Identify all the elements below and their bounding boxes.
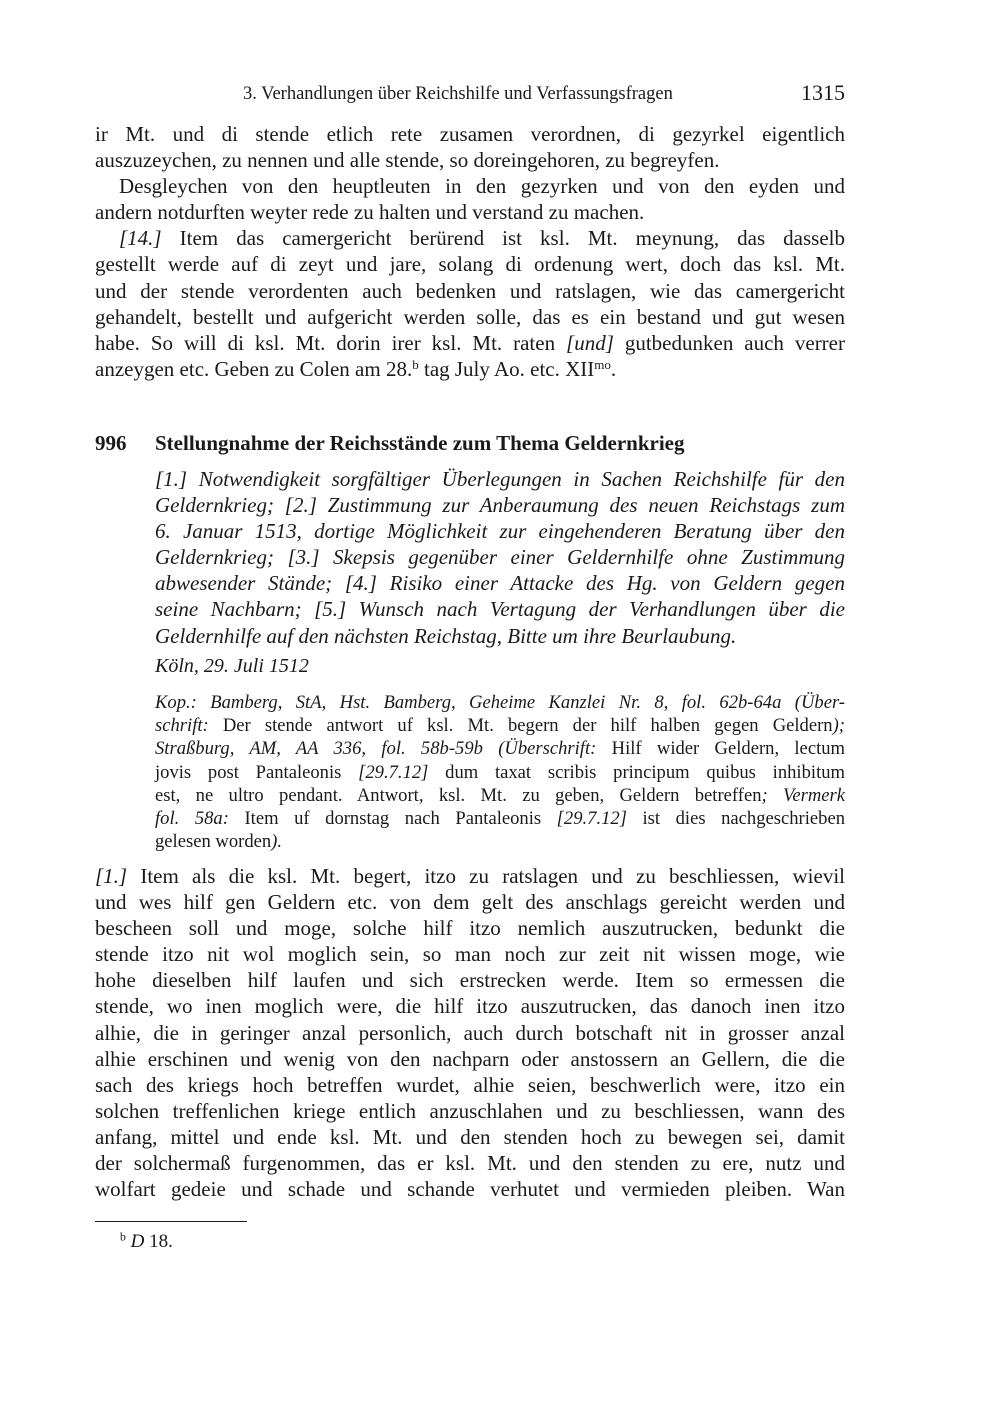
text-segment: gelesen worden xyxy=(155,831,272,853)
text-segment: gutbedunken auch verrer xyxy=(613,330,845,355)
text-segment: ); xyxy=(832,715,845,737)
text-line xyxy=(155,807,845,830)
text-line xyxy=(155,623,845,649)
text-segment: [1.] Notwendigkeit sorgfältiger Überlegungen in Sachen Reichshilfe für den xyxy=(155,467,845,491)
text-segment: [1.] xyxy=(95,864,128,888)
document-title: Stellungnahme der Reichsstände zum Thema Geldernkrieg xyxy=(155,431,685,455)
text-line xyxy=(95,863,845,889)
text-line xyxy=(95,1176,845,1202)
text-segment: sach des kriegs hoch betreffen wurdet, alhie seien, beschwerlich were, itzo ein xyxy=(95,1072,845,1097)
text-segment: stende itzo nit wol moglich sein, so man noch zur zeit nit wissen moge, wie xyxy=(95,942,845,967)
date-place: Köln, 29. Juli 1512 xyxy=(155,655,309,677)
text-segment: seine Nachbarn; [5.] Wunsch nach Vertagung der Verhandlungen über die xyxy=(155,597,845,622)
text-line xyxy=(95,889,845,915)
text-segment: fol. 58a: xyxy=(155,808,229,830)
text-segment: schrift: xyxy=(155,715,209,737)
text-line xyxy=(95,915,845,941)
footnote-divider xyxy=(95,1221,247,1222)
text-segment: anzeygen etc. Geben zu Colen am 28. xyxy=(95,356,413,381)
text-segment: auszuzeychen, zu nennen und alle stende, so doreingehoren, zu begreyfen. xyxy=(95,148,720,173)
text-segment: stende, wo inen moglich were, die hilf itzo auszutrucken, das danoch inen itzo xyxy=(95,994,845,1019)
text-segment: Der stende antwort uf ksl. Mt. begern der hilf halben gegen Geldern xyxy=(208,715,833,737)
text-line xyxy=(95,304,845,330)
text-line xyxy=(95,330,845,356)
text-line xyxy=(95,1072,845,1098)
text-line xyxy=(155,492,845,518)
text-line xyxy=(155,596,845,622)
text-line xyxy=(155,570,845,596)
footnote-marker: b xyxy=(120,1230,126,1244)
text-segment: Hilf wider Geldern, lectum xyxy=(596,738,845,760)
text-segment: hohe dieselben hilf laufen und sich erstrecken werde. Item so ermessen die xyxy=(95,968,845,993)
text-segment: Item als die ksl. Mt. begert, itzo zu ratslagen und zu beschliessen, wievil xyxy=(127,864,845,888)
text-segment: [14.] xyxy=(119,226,162,251)
text-line xyxy=(95,251,845,277)
footnote-text: 18. xyxy=(144,1231,173,1252)
text-line xyxy=(95,356,845,382)
text-segment: ; Vermerk xyxy=(761,784,845,806)
text-line xyxy=(155,518,845,544)
text-line xyxy=(95,941,845,967)
text-line xyxy=(95,1046,845,1072)
text-line xyxy=(155,737,845,760)
text-segment: [29.7.12] xyxy=(358,761,429,783)
text-segment: habe. So will di ksl. Mt. dorin irer ksl. Mt. raten xyxy=(95,330,567,355)
text-segment: Desgleychen von den heuptleuten in den gezyrken und von den eyden und xyxy=(119,174,845,199)
superscript: b xyxy=(412,356,419,372)
text-segment: bescheen soll und moge, solche hilf itzo nemlich auszutrucken, bedunkt die xyxy=(95,916,845,941)
text-line xyxy=(95,1098,845,1124)
text-segment: tag July Ao. etc. XII xyxy=(418,356,595,381)
text-line xyxy=(155,784,845,807)
text-segment: . xyxy=(610,356,617,381)
text-segment: ). xyxy=(271,831,283,853)
text-segment: jovis post Pantaleonis xyxy=(155,761,359,783)
text-segment: [und] xyxy=(566,330,614,355)
footnote-siglum: D xyxy=(130,1231,145,1252)
body-text-main xyxy=(95,863,845,1202)
text-line xyxy=(95,278,845,304)
text-segment: ist dies nachgeschrieben xyxy=(626,808,846,830)
text-line xyxy=(155,830,845,853)
text-line xyxy=(155,714,845,737)
text-line xyxy=(95,967,845,993)
text-segment: alhie erschinen und wenig von den nachparn oder anstossern an Gellern, die die xyxy=(95,1046,845,1071)
text-segment: solchen treffenlichen kriege entlich anzuschlahen und zu beschliessen, wann des xyxy=(95,1098,845,1123)
text-line xyxy=(155,761,845,784)
text-segment: ir Mt. und di stende etlich rete zusamen verordnen, di gezyrkel eigentlich xyxy=(95,122,845,146)
document-number: 996 xyxy=(95,431,127,455)
text-line xyxy=(155,466,845,492)
text-segment: und der stende verordenten auch bedenken und ratslagen, wie das camergericht xyxy=(95,278,845,303)
text-line xyxy=(95,1124,845,1150)
text-segment: est, ne ultro pendant. Antwort, ksl. Mt. zu geben, Geldern betreffen xyxy=(155,784,762,806)
text-line xyxy=(95,199,845,225)
page-number: 1315 xyxy=(801,80,845,105)
text-segment: Geldernhilfe auf den nächsten Reichstag, Bitte um ihre Beurlaubung. xyxy=(155,623,737,648)
document-summary xyxy=(155,466,845,649)
text-line xyxy=(95,173,845,199)
text-line xyxy=(95,993,845,1019)
text-line xyxy=(155,544,845,570)
text-line xyxy=(95,1150,845,1176)
text-segment: anfang, mittel und ende ksl. Mt. und den stenden hoch zu bewegen sei, damit xyxy=(95,1124,845,1149)
running-header xyxy=(95,80,845,110)
text-segment: Item das camergericht berürend ist ksl. Mt. meynung, das dasselb xyxy=(161,226,845,251)
text-segment: alhie, die in geringer anzal personlich, auch durch botschaft nit in grosser anzal xyxy=(95,1020,845,1045)
text-segment: gehandelt, bestellt und aufgericht werden solle, das es ein bestand und gut wesen xyxy=(95,304,845,329)
text-segment: der solchermaß furgenommen, das er ksl. Mt. und den stenden zu ere, nutz und xyxy=(95,1151,845,1176)
text-segment: Geldernkrieg; [2.] Zustimmung zur Anberaumung des neuen Reichstags zum xyxy=(155,493,845,518)
text-segment: wolfart gedeie und schade und schande verhutet und vermieden pleiben. Wan xyxy=(95,1177,845,1202)
text-line xyxy=(95,121,845,147)
text-segment: Geldernkrieg; [3.] Skepsis gegenüber einer Geldernhilfe ohne Zustimmung xyxy=(155,545,845,570)
footnote xyxy=(120,1231,173,1253)
text-line xyxy=(95,147,845,173)
text-segment: und wes hilf gen Geldern etc. von dem gelt des anschlags gereicht werden und xyxy=(95,890,845,915)
text-segment: 6. Januar 1513, dortige Möglichkeit zur eingehenderen Beratung über den xyxy=(155,519,845,544)
text-segment: gestellt werde auf di zeyt und jare, solang di ordenung wert, doch das ksl. Mt. xyxy=(95,252,845,277)
superscript: mo xyxy=(594,356,611,372)
source-notes xyxy=(155,691,845,853)
text-segment: abwesender Stände; [4.] Risiko einer Attacke des Hg. von Geldern gegen xyxy=(155,571,845,596)
text-line xyxy=(95,1020,845,1046)
text-line xyxy=(95,225,845,251)
text-line xyxy=(155,691,845,714)
text-segment: Straßburg, AM, AA 336, fol. 58b-59b (Überschrift: xyxy=(155,738,597,760)
text-segment: [29.7.12] xyxy=(556,808,627,830)
text-segment: dum taxat scribis principum quibus inhibitum xyxy=(428,761,845,783)
text-segment: Kop.: Bamberg, StA, Hst. Bamberg, Geheime Kanzlei Nr. 8, fol. 62b-64a (Über- xyxy=(155,692,845,713)
text-segment: andern notdurften weyter rede zu halten und verstand zu machen. xyxy=(95,200,645,225)
running-title: 3. Verhandlungen über Reichshilfe und Verfassungsfragen xyxy=(243,84,673,104)
body-text-top xyxy=(95,121,845,382)
text-segment: Item uf dornstag nach Pantaleonis xyxy=(228,808,557,830)
